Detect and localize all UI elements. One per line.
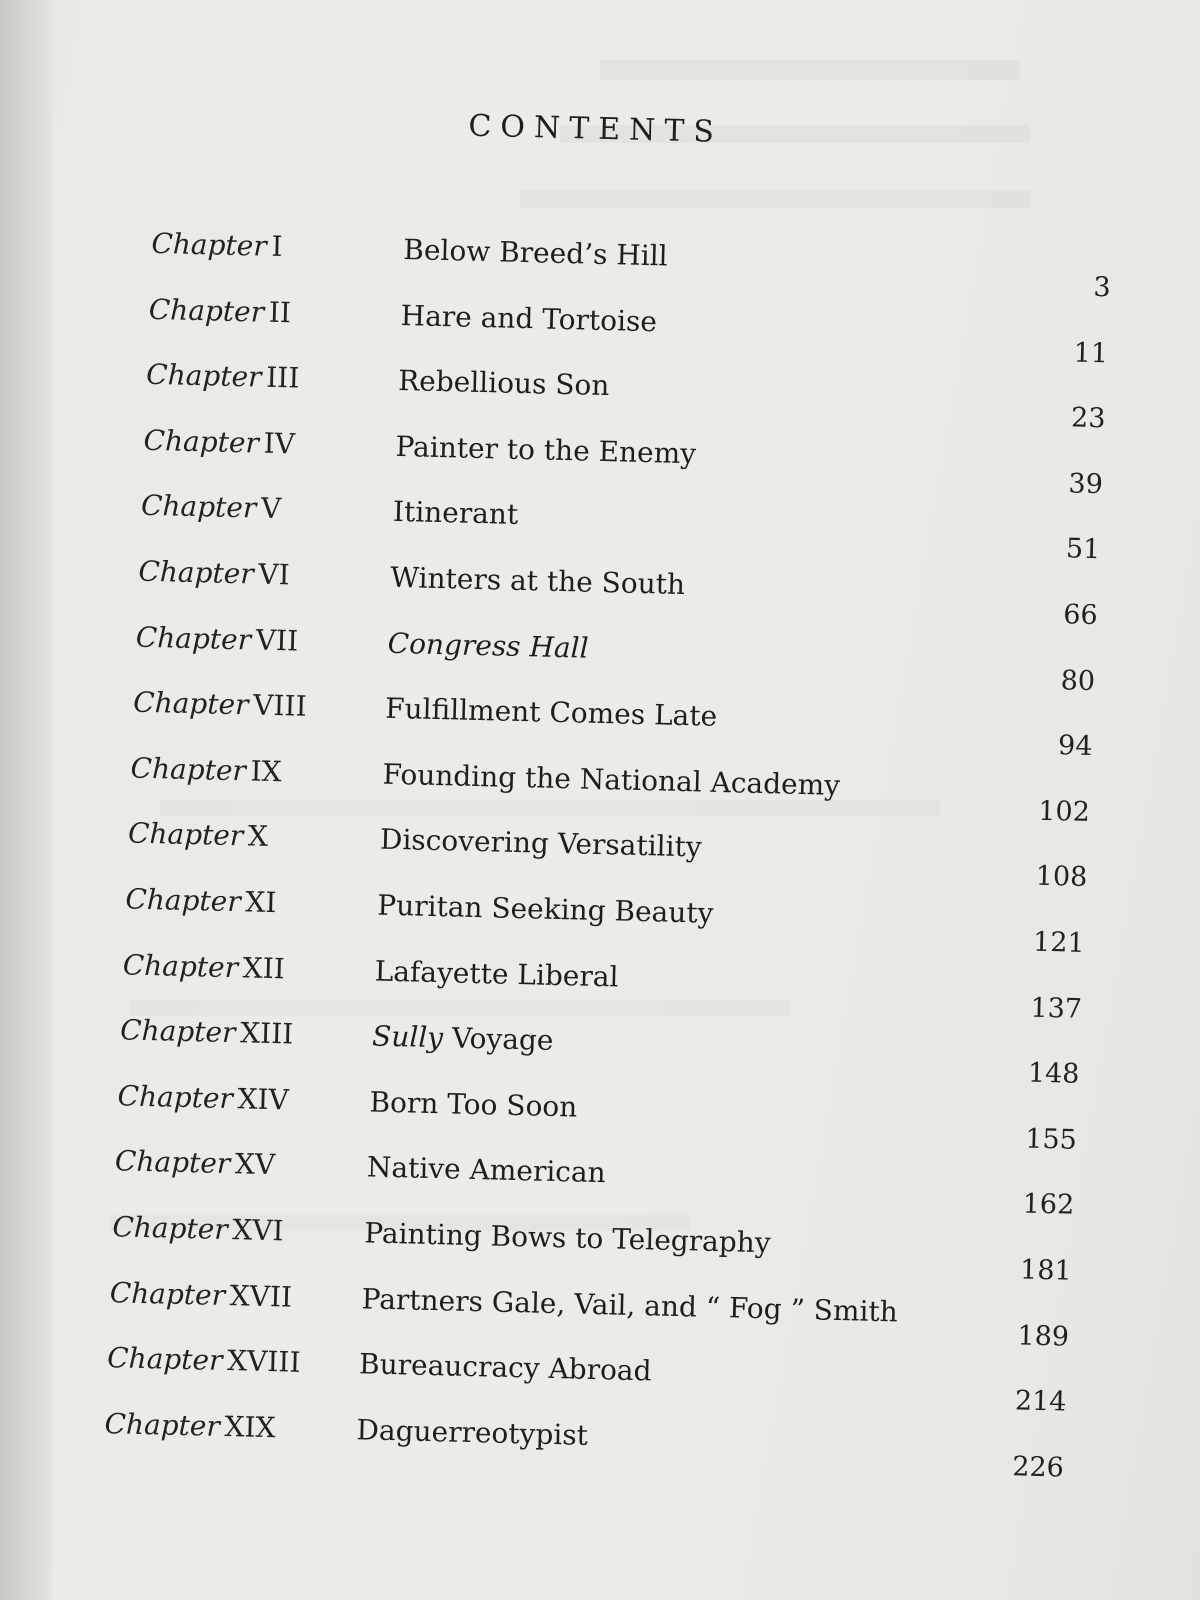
chapter-number: IV <box>263 426 296 461</box>
chapter-page-number: 39 <box>1068 468 1104 500</box>
chapter-label: Chapter <box>106 1341 223 1378</box>
chapter-title <box>380 823 702 864</box>
chapter-title <box>390 561 685 601</box>
chapter-page-number: 108 <box>1035 861 1088 894</box>
chapter-label: Chapter <box>130 751 247 788</box>
chapter-entry <box>119 1013 1080 1090</box>
chapter-title <box>359 1347 652 1387</box>
chapter-entry <box>112 1210 1073 1287</box>
chapter-number: XI <box>245 885 277 920</box>
chapter-title-text: Painter to the Enemy <box>395 429 697 471</box>
chapter-title-text: Rebellious Son <box>397 364 610 403</box>
chapter-title-text: Winters at the South <box>389 560 686 602</box>
chapter-label: Chapter <box>122 947 239 984</box>
chapter-number: IX <box>250 754 283 789</box>
chapter-title-text: Born Too Soon <box>369 1085 578 1124</box>
chapter-title-text: Hare and Tortoise <box>400 298 658 338</box>
chapter-number: V <box>260 492 282 526</box>
chapter-label: Chapter <box>112 1210 229 1247</box>
chapter-number: XIX <box>224 1409 276 1445</box>
chapter-title <box>369 1085 578 1123</box>
chapter-title <box>398 364 610 402</box>
chapter-page-number: 11 <box>1073 337 1109 369</box>
chapter-page-number: 3 <box>1093 271 1112 304</box>
chapter-page-number: 80 <box>1060 664 1096 697</box>
chapter-title-text: Painting Bows to Telegraphy <box>363 1216 772 1260</box>
chapter-entry <box>143 423 1104 500</box>
chapter-label: Chapter <box>132 685 249 722</box>
chapter-label: Chapter <box>148 292 265 329</box>
chapter-number: VI <box>258 557 291 592</box>
chapter-entry <box>138 554 1099 632</box>
chapter-number: X <box>247 819 269 854</box>
chapter-entry <box>140 489 1101 566</box>
chapter-page-number: 121 <box>1032 926 1086 959</box>
chapter-number: XV <box>234 1147 276 1182</box>
chapter-page-number: 214 <box>1014 1385 1067 1418</box>
chapter-page-number: 51 <box>1065 533 1101 566</box>
chapter-label: Chapter <box>127 816 244 853</box>
chapter-title <box>377 889 714 930</box>
chapter-entry <box>127 816 1088 894</box>
chapter-title-text: Itinerant <box>392 495 519 532</box>
chapter-title <box>400 299 657 338</box>
chapter-entry <box>151 226 1112 304</box>
chapter-title-text: Fulfillment Comes Late <box>384 691 718 734</box>
chapter-page-number: 148 <box>1027 1057 1080 1090</box>
chapter-entry <box>125 882 1086 959</box>
chapter-number: VII <box>255 623 299 658</box>
chapter-number: XII <box>242 950 286 985</box>
chapter-title-text: Bureaucracy Abroad <box>358 1347 652 1388</box>
chapter-label: Chapter <box>109 1275 226 1312</box>
chapter-title <box>403 233 668 272</box>
chapter-page-number: 23 <box>1070 402 1106 435</box>
chapter-number: III <box>265 360 300 395</box>
chapter-page-number: 226 <box>1011 1451 1065 1484</box>
chapter-title-italic: Sully <box>371 1019 444 1055</box>
chapter-title <box>393 495 519 531</box>
chapter-entry <box>145 357 1106 435</box>
chapter-title-text: Voyage <box>442 1021 554 1058</box>
chapter-title <box>374 954 619 993</box>
chapter-label: Chapter <box>145 357 262 394</box>
chapter-number: XVI <box>231 1213 284 1248</box>
chapter-number: XVIII <box>226 1344 301 1380</box>
chapter-entry <box>106 1341 1067 1418</box>
chapter-title <box>382 757 840 801</box>
chapter-label: Chapter <box>138 554 255 591</box>
chapter-label: Chapter <box>119 1013 236 1050</box>
chapter-page-number: 189 <box>1017 1319 1070 1353</box>
chapter-label: Chapter <box>143 423 260 460</box>
chapter-entry <box>122 947 1083 1025</box>
chapter-title <box>387 626 589 664</box>
chapter-number: XIII <box>239 1016 294 1051</box>
chapter-title-text: Founding the National Academy <box>382 757 841 802</box>
chapter-entry <box>109 1275 1070 1353</box>
chapter-label: Chapter <box>104 1406 221 1443</box>
chapter-title <box>361 1282 898 1328</box>
chapter-title <box>367 1151 607 1190</box>
page-title: CONTENTS <box>467 108 724 150</box>
chapter-title <box>372 1020 554 1057</box>
chapter-title <box>364 1216 771 1259</box>
chapter-entry <box>148 292 1109 369</box>
chapter-page-number: 94 <box>1057 730 1093 763</box>
chapter-title-text: Lafayette Liberal <box>374 954 619 994</box>
chapter-title <box>356 1413 588 1452</box>
chapter-label: Chapter <box>125 882 242 919</box>
chapter-number: I <box>271 229 283 264</box>
chapter-number: XVII <box>229 1278 293 1314</box>
chapter-label: Chapter <box>151 226 268 263</box>
chapter-page-number: 137 <box>1030 992 1083 1025</box>
chapter-entry <box>117 1079 1078 1156</box>
chapter-title <box>395 430 696 470</box>
chapter-page-number: 181 <box>1019 1254 1073 1287</box>
chapter-number: XIV <box>237 1082 290 1117</box>
chapter-page-number: 162 <box>1022 1188 1075 1222</box>
chapter-number: II <box>268 295 292 329</box>
chapter-title-text: Discovering Versatility <box>379 823 703 864</box>
chapter-title-text: Partners Gale, Vail, and “ Fog ” Smith <box>361 1281 899 1329</box>
chapter-entry <box>130 751 1091 828</box>
chapter-title-text: Daguerreotypist <box>356 1413 589 1452</box>
chapter-page-number: 155 <box>1024 1123 1078 1156</box>
chapter-number: VIII <box>252 688 308 723</box>
chapter-title-text: Puritan Seeking Beauty <box>376 888 714 930</box>
chapter-entry <box>114 1144 1075 1222</box>
chapter-title-text: Below Breed’s Hill <box>402 233 669 273</box>
chapter-page-number: 66 <box>1062 599 1099 632</box>
chapter-title-text: Native American <box>366 1150 607 1190</box>
chapter-label: Chapter <box>135 620 252 657</box>
chapter-entry <box>132 685 1093 763</box>
chapter-entry <box>135 620 1096 697</box>
chapter-label: Chapter <box>140 489 257 525</box>
chapter-entry <box>104 1406 1065 1484</box>
chapter-label: Chapter <box>117 1079 234 1115</box>
chapter-title-italic: Congress Hall <box>387 626 589 665</box>
chapter-label: Chapter <box>114 1144 231 1181</box>
chapter-page-number: 102 <box>1037 795 1091 828</box>
chapter-title <box>385 692 718 733</box>
